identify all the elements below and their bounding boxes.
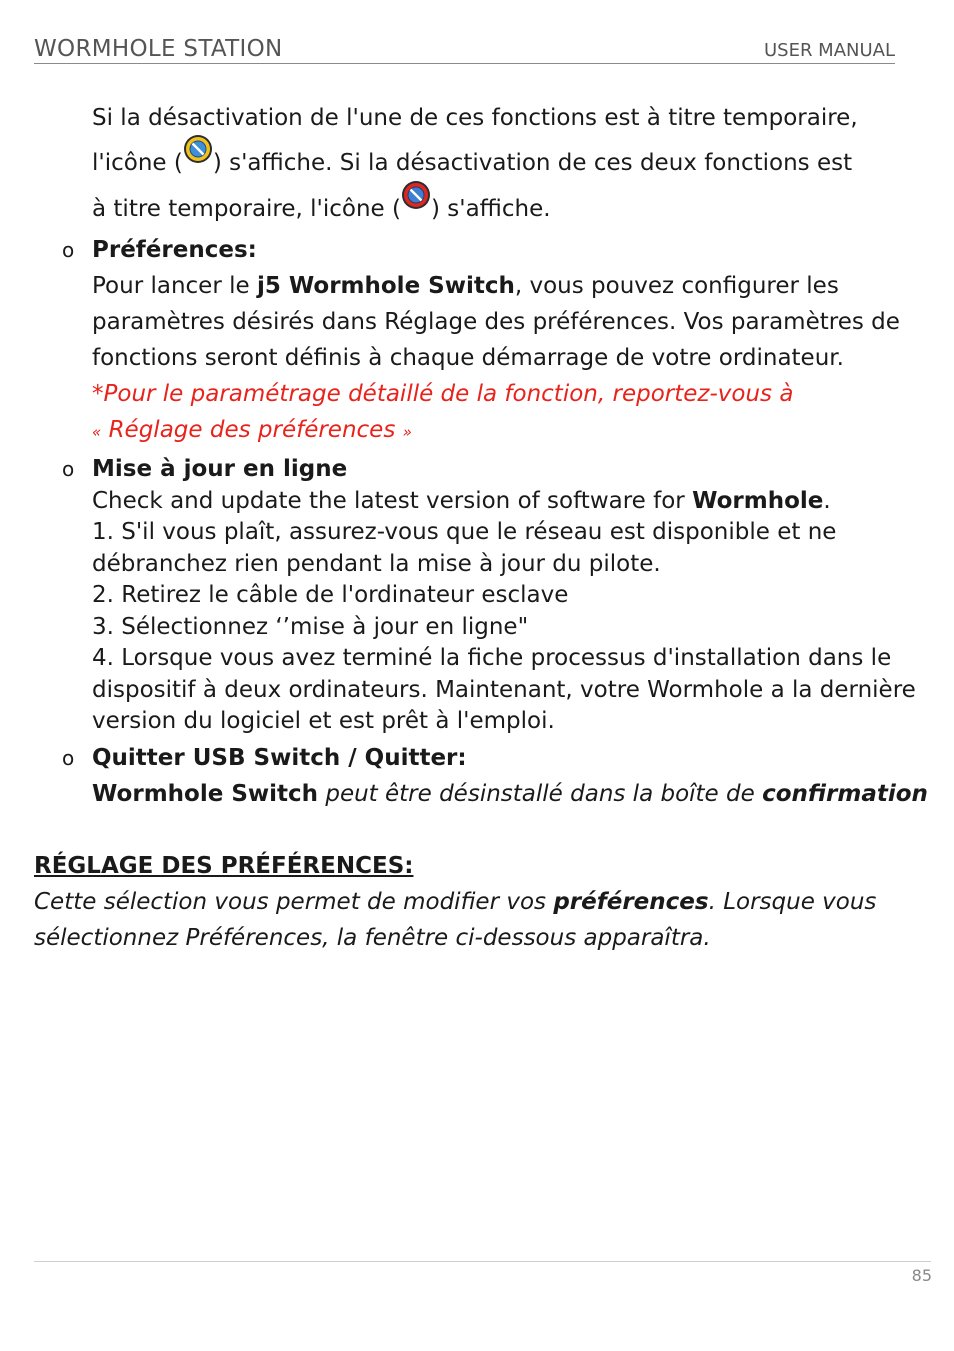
intro-line-2b: ) s'affiche. Si la désactivation de ces deux fonctions est [212, 150, 853, 176]
update-item [34, 454, 930, 738]
wormhole-label: Wormhole [692, 487, 824, 514]
page-number: 85 [911, 1266, 932, 1285]
j5-wormhole-switch-label: j5 Wormhole Switch [256, 273, 515, 299]
update-title: Mise à jour en ligne [92, 456, 348, 482]
preferences-note-line-1: *Pour le paramétrage détaillé de la fonction, reportez-vous à [92, 381, 794, 407]
section-title: RÉGLAGE DES PRÉFÉRENCES: [34, 852, 414, 879]
section-text: Cette sélection vous permet de modifier vos préférences. Lorsque vous sélectionnez Préférences, la fenêtre ci-dessous apparaîtra. [34, 888, 877, 951]
update-step-3: 3. Sélectionnez ‘’mise à jour en ligne" [92, 613, 529, 640]
disabled-both-icon [401, 180, 431, 210]
page-header [34, 34, 895, 64]
intro-line-3b: ) s'affiche. [430, 196, 551, 222]
bullet-marker: o [62, 745, 75, 770]
bullet-marker: o [62, 457, 75, 481]
quit-item [34, 740, 930, 812]
header-title: WORMHOLE STATION [34, 36, 283, 62]
update-intro: Check and update the latest version of software for Wormhole. [92, 487, 831, 514]
update-step-1: 1. S'il vous plaît, assurez-vous que le réseau est disponible et ne débranchez rien pendant la mise à jour du pilote. [92, 519, 837, 577]
intro-paragraph [34, 96, 930, 232]
quit-text: Wormhole Switch peut être désinstallé dans la boîte de confirmation [92, 780, 928, 807]
preferences-text: Pour lancer le j5 Wormhole Switch, vous pouvez configurer les paramètres désirés dans Réglage des préférences. Vos paramètres de fonctions seront définis à chaque démarrage de votre ordinateur. [92, 273, 900, 371]
intro-line-1: Si la désactivation de l'une de ces fonctions est à titre temporaire, [92, 105, 858, 131]
intro-line-2a: l'icône ( [92, 150, 183, 176]
header-subtitle: USER MANUAL [763, 40, 895, 61]
update-step-4: 4. Lorsque vous avez terminé la fiche processus d'installation dans le dispositif à deux ordinateurs. Maintenant, votre Wormhole a la dernière version du logiciel et est prêt à l'emploi. [92, 645, 916, 734]
preferences-note [92, 376, 930, 450]
bullet-marker: o [62, 238, 75, 262]
preferences-note-line-2: « Réglage des préférences » [92, 417, 412, 443]
preferences-item [34, 232, 930, 450]
wormhole-switch-label: Wormhole Switch [92, 780, 319, 807]
intro-line-3a: à titre temporaire, l'icône ( [92, 196, 401, 222]
update-step-2: 2. Retirez le câble de l'ordinateur esclave [92, 582, 569, 608]
footer-divider [34, 1261, 931, 1262]
page-content [34, 96, 930, 956]
preferences-title: Préférences: [92, 237, 257, 263]
disabled-feature-icon [183, 134, 213, 164]
quit-title: Quitter USB Switch / Quitter: [92, 744, 467, 771]
preferences-emphasis: préférences [553, 888, 709, 915]
